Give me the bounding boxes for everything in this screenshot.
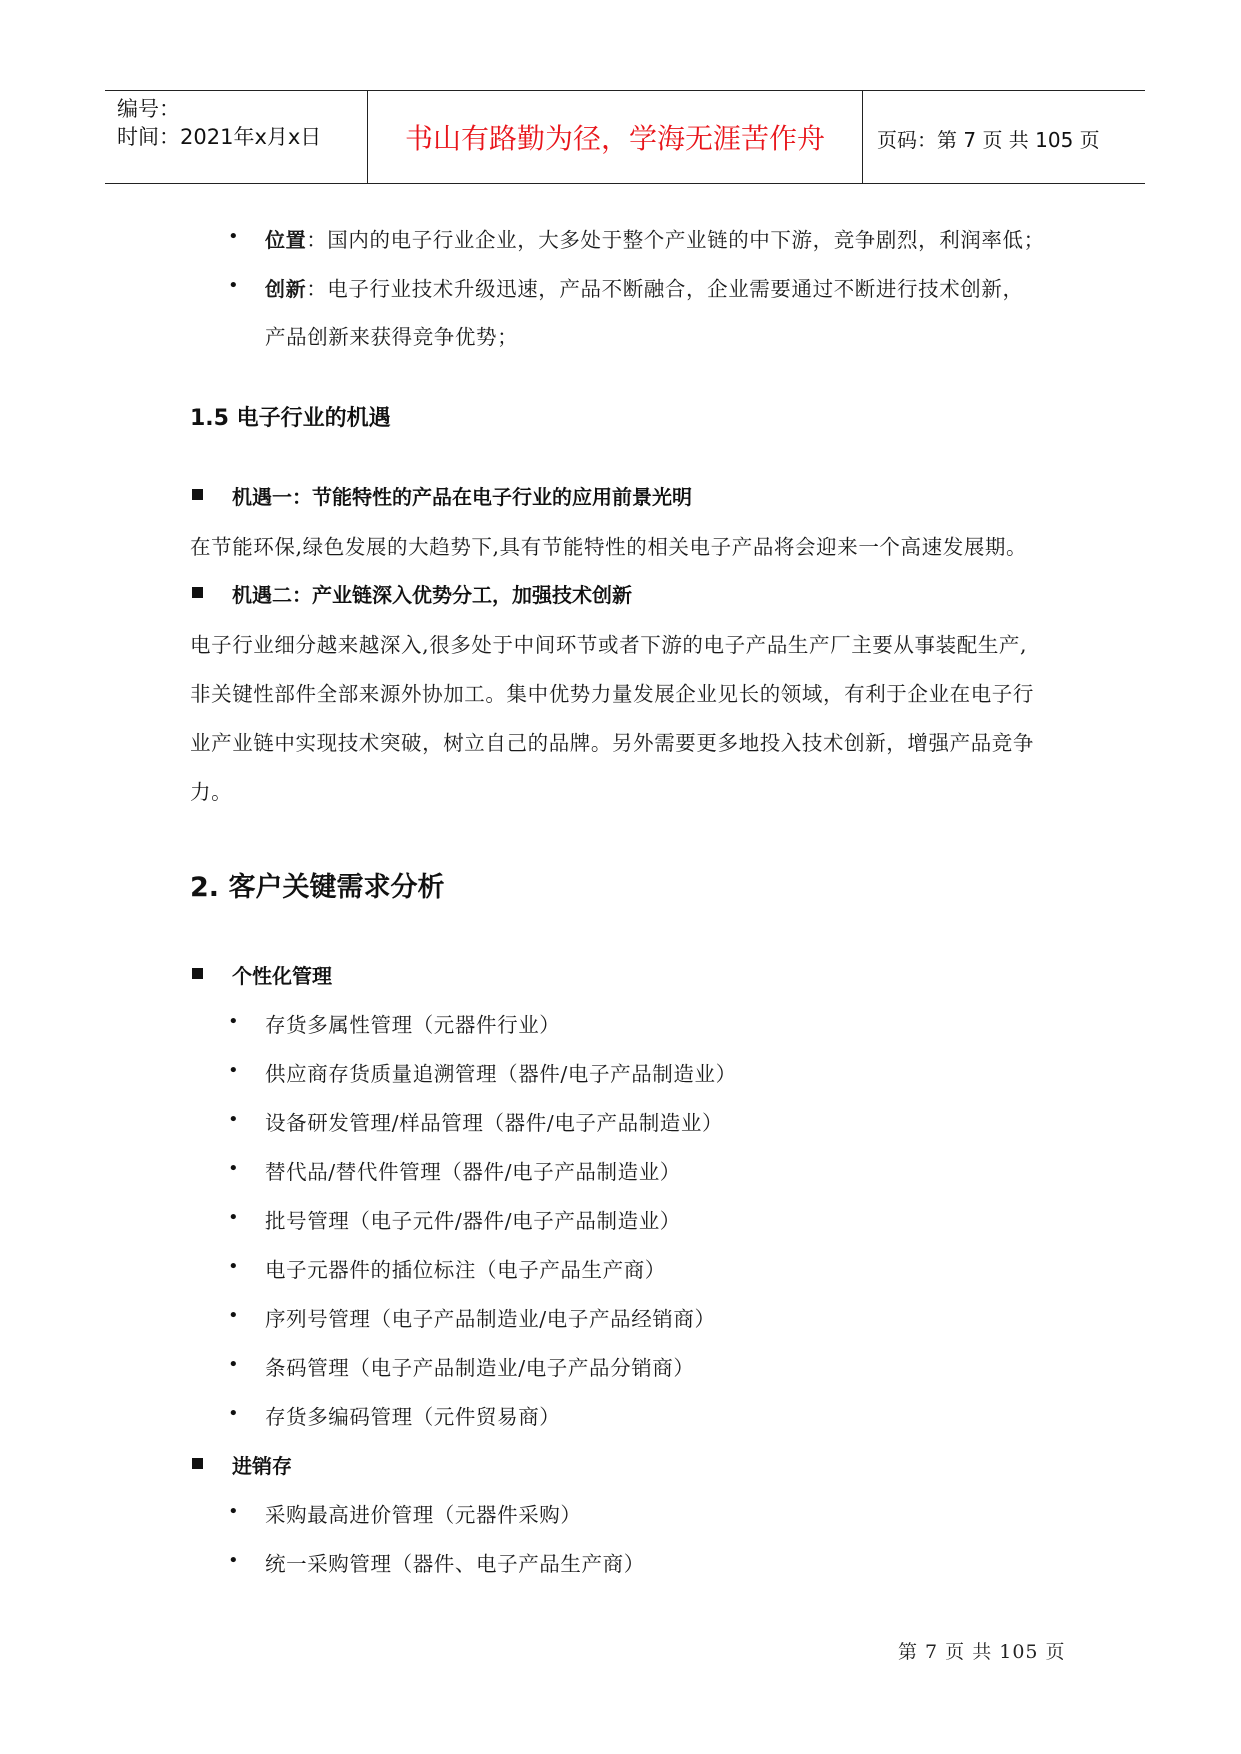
bullet-dot: • [228,1256,239,1277]
list-item: 存货多编码管理（元件贸易商） [265,1405,561,1429]
header-meta [117,91,367,183]
group-2-title: 进销存 [232,1454,292,1478]
bullet-text: ：国内的电子行业企业，大多处于整个产业链的中下游，竞争剧烈，利润率低； [306,228,1045,252]
bullet-dot: • [228,1305,239,1326]
list-item: 序列号管理（电子产品制造业/电子产品经销商） [265,1307,716,1331]
opportunity-2-line: 电子行业细分越来越深入,很多处于中间环节或者下游的电子产品生产厂主要从事装配生产, [190,633,1028,657]
bullet-dot: • [228,1109,239,1130]
bullet-dot: • [228,275,239,296]
opportunity-1-title: 机遇一：节能特性的产品在电子行业的应用前景光明 [232,485,692,509]
header-divider [367,91,368,183]
bullet-keyword: 位置 [265,228,307,252]
bullet-dot: • [228,1158,239,1179]
section-1-5-title: 1.5 电子行业的机遇 [190,406,391,431]
opportunity-2-line: 非关键性部件全部来源外协加工。集中优势力量发展企业见长的领域，有利于企业在电子行 [190,682,1034,706]
header-page-info: 页码：第 7 页 共 105 页 [877,128,1100,152]
bullet-keyword: 创新 [265,277,307,301]
list-item: 条码管理（电子产品制造业/电子产品分销商） [265,1356,695,1380]
list-item: 存货多属性管理（元器件行业） [265,1013,561,1037]
square-bullet [192,489,203,500]
header-divider [862,91,863,183]
document-time-label: 时间：2021年x月x日 [117,125,322,149]
list-item: 批号管理（电子元件/器件/电子产品制造业） [265,1209,681,1233]
page-header [105,90,1145,184]
opportunity-1-text: 在节能环保,绿色发展的大趋势下,具有节能特性的相关电子产品将会迎来一个高速发展期。 [190,535,1028,559]
list-item: 电子元器件的插位标注（电子产品生产商） [265,1258,666,1282]
bullet-position [265,223,1045,253]
opportunity-2-line: 业产业链中实现技术突破，树立自己的品牌。另外需要更多地投入技术创新，增强产品竞争 [190,731,1034,755]
opportunity-2-line: 力。 [190,780,233,804]
page-footer: 第 7 页 共 105 页 [898,1641,1066,1663]
bullet-dot: • [228,1354,239,1375]
square-bullet [192,587,203,598]
bullet-dot: • [228,226,239,247]
bullet-dot: • [228,1207,239,1228]
bullet-dot: • [228,1403,239,1424]
bullet-dot: • [228,1501,239,1522]
square-bullet [192,1458,203,1469]
section-2-title: 2. 客户关键需求分析 [190,872,445,903]
list-item: 供应商存货质量追溯管理（器件/电子产品制造业） [265,1062,737,1086]
group-1-title: 个性化管理 [232,964,332,988]
list-item: 设备研发管理/样品管理（器件/电子产品制造业） [265,1111,724,1135]
bullet-continuation: 产品创新来获得竞争优势； [265,325,519,349]
opportunity-2-title: 机遇二：产业链深入优势分工，加强技术创新 [232,583,632,607]
bullet-dot: • [228,1550,239,1571]
bullet-innovation [265,272,1024,302]
list-item: 采购最高进价管理（元器件采购） [265,1503,582,1527]
bullet-dot: • [228,1011,239,1032]
list-item: 统一采购管理（器件、电子产品生产商） [265,1552,645,1576]
square-bullet [192,968,203,979]
bullet-dot: • [228,1060,239,1081]
bullet-text: ：电子行业技术升级迅速，产品不断融合，企业需要通过不断进行技术创新， [306,277,1024,301]
document-number-label: 编号： [117,97,180,121]
list-item: 替代品/替代件管理（器件/电子产品制造业） [265,1160,681,1184]
header-motto: 书山有路勤为径，学海无涯苦作舟 [404,122,825,155]
